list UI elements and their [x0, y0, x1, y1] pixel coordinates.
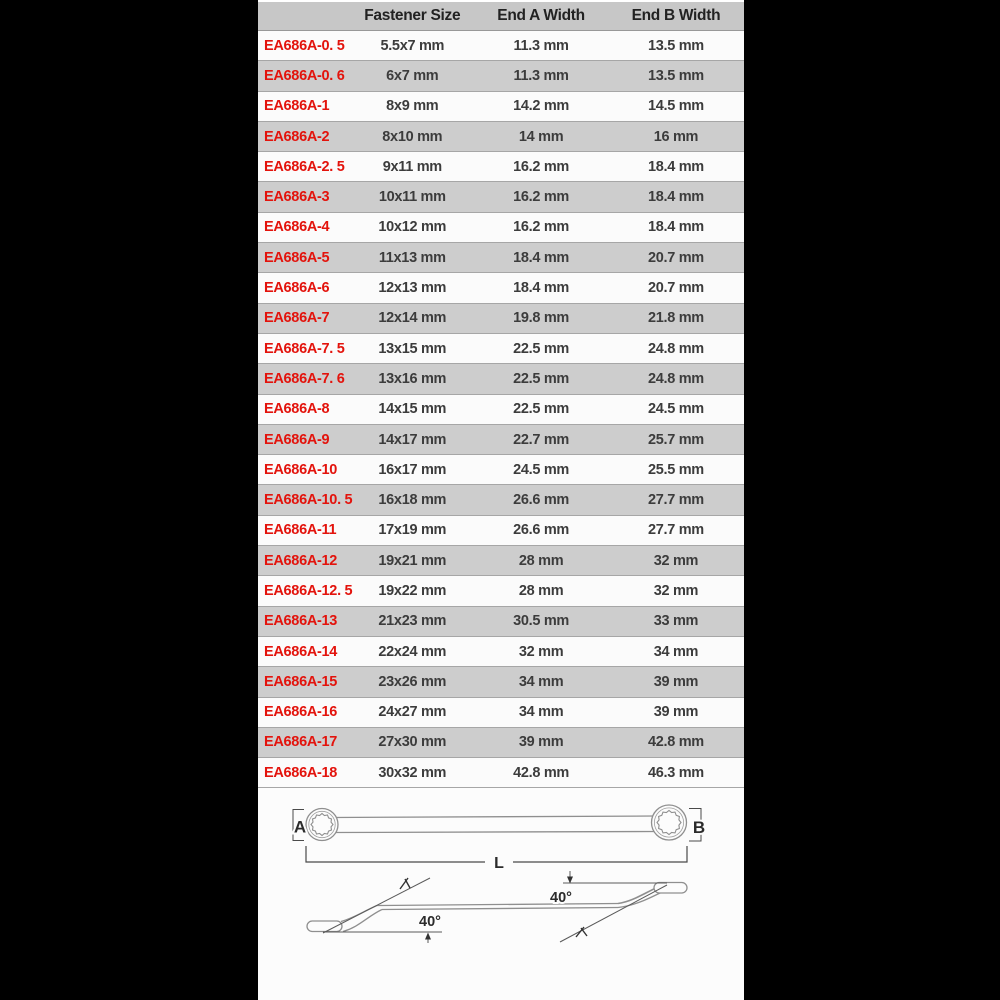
fastener-size-value: 27x30 mm [378, 734, 447, 751]
end-a-width-value: 28 mm [518, 552, 564, 569]
fastener-size-value: 13x15 mm [378, 340, 447, 357]
fastener-size-value: 14x17 mm [378, 431, 447, 448]
product-code: EA686A-12. 5 [264, 582, 353, 599]
end-b-width-value: 18.4 mm [647, 219, 704, 236]
end-a-label: A [293, 817, 307, 837]
fastener-size-value: 19x22 mm [378, 582, 447, 599]
wrench-top-view [306, 805, 687, 841]
fastener-size-value: 11x13 mm [378, 249, 446, 266]
product-code: EA686A-12 [264, 552, 338, 569]
end-b-width-value: 33 mm [653, 613, 699, 630]
product-code: EA686A-17 [264, 734, 338, 751]
end-a-width-value: 22.5 mm [513, 340, 570, 357]
fastener-size-value: 23x26 mm [378, 673, 447, 690]
end-b-width-value: 13.5 mm [647, 37, 704, 54]
end-b-width-value: 20.7 mm [647, 249, 704, 266]
table-row [258, 728, 744, 758]
end-b-width-value: 13.5 mm [647, 67, 704, 84]
table-row [258, 546, 744, 576]
end-b-width-value: 14.5 mm [647, 98, 704, 115]
product-code: EA686A-9 [264, 431, 330, 448]
column-header-fastener-size: Fastener Size [364, 7, 461, 24]
product-code: EA686A-11 [264, 522, 337, 539]
table-row [258, 304, 744, 334]
fastener-size-value: 16x18 mm [378, 492, 447, 509]
wrench-diagram [258, 788, 744, 999]
product-code: EA686A-7. 5 [264, 340, 345, 357]
fastener-size-value: 21x23 mm [378, 613, 447, 630]
fastener-size-value: 13x16 mm [378, 370, 447, 387]
end-b-width-value: 32 mm [653, 552, 699, 569]
table-row [258, 637, 744, 667]
product-code: EA686A-6 [264, 280, 330, 297]
product-code: EA686A-7. 6 [264, 370, 345, 387]
end-a-width-value: 34 mm [518, 673, 564, 690]
end-b-width-value: 21.8 mm [647, 310, 704, 327]
product-code: EA686A-8 [264, 401, 330, 418]
table-row [258, 516, 744, 546]
end-b-width-value: 20.7 mm [647, 280, 704, 297]
end-a-width-value: 16.2 mm [513, 158, 570, 175]
product-code: EA686A-10 [264, 461, 338, 478]
end-b-width-value: 25.5 mm [647, 461, 704, 478]
table-row [258, 758, 744, 788]
table-row [258, 152, 744, 182]
end-a-width-value: 16.2 mm [513, 219, 570, 236]
fastener-size-value: 10x12 mm [378, 219, 447, 236]
end-b-width-value: 46.3 mm [647, 764, 704, 781]
end-b-width-value: 32 mm [653, 582, 699, 599]
product-code: EA686A-15 [264, 673, 338, 690]
spec-table [258, 0, 744, 788]
fastener-size-value: 24x27 mm [378, 704, 447, 721]
table-row [258, 455, 744, 485]
end-a-width-value: 26.6 mm [513, 522, 570, 539]
table-row [258, 182, 744, 212]
end-b-width-value: 18.4 mm [647, 158, 704, 175]
product-code: EA686A-2 [264, 128, 330, 145]
table-row [258, 92, 744, 122]
end-a-width-value: 22.7 mm [513, 431, 570, 448]
table-row [258, 395, 744, 425]
fastener-size-value: 12x14 mm [378, 310, 447, 327]
end-a-width-value: 19.8 mm [513, 310, 570, 327]
end-a-width-value: 39 mm [518, 734, 564, 751]
end-b-width-value: 39 mm [653, 673, 699, 690]
content-panel [258, 0, 744, 1000]
product-code: EA686A-10. 5 [264, 492, 353, 509]
end-b-width-value: 39 mm [653, 704, 699, 721]
fastener-size-value: 5.5x7 mm [380, 37, 445, 54]
fastener-size-value: 6x7 mm [386, 67, 439, 84]
product-code: EA686A-3 [264, 189, 330, 206]
product-code: EA686A-5 [264, 249, 330, 266]
fastener-size-value: 16x17 mm [378, 461, 447, 478]
table-row [258, 485, 744, 515]
product-code: EA686A-4 [264, 219, 330, 236]
fastener-size-value: 22x24 mm [378, 643, 447, 660]
product-code: EA686A-16 [264, 704, 338, 721]
end-b-width-value: 16 mm [653, 128, 699, 145]
ring-end-b [652, 805, 687, 840]
end-a-width-value: 22.5 mm [513, 370, 570, 387]
end-b-width-value: 27.7 mm [647, 492, 704, 509]
end-a-width-value: 16.2 mm [513, 189, 570, 206]
fastener-size-value: 30x32 mm [378, 764, 447, 781]
end-b-width-value: 24.8 mm [647, 370, 704, 387]
end-b-label: B [692, 818, 706, 838]
end-a-width-value: 30.5 mm [513, 613, 570, 630]
end-b-width-value: 34 mm [653, 643, 699, 660]
end-a-width-value: 11.3 mm [513, 67, 569, 84]
table-row [258, 243, 744, 273]
end-b-width-value: 24.5 mm [647, 401, 704, 418]
fastener-size-value: 9x11 mm [382, 158, 442, 175]
table-row [258, 31, 744, 61]
fastener-size-value: 14x15 mm [378, 401, 447, 418]
table-body [258, 31, 744, 788]
product-code: EA686A-0. 5 [264, 37, 345, 54]
table-row [258, 364, 744, 394]
end-a-width-value: 14 mm [518, 128, 564, 145]
length-label: L [494, 855, 504, 873]
column-header-end-b-width: End B Width [631, 7, 721, 24]
end-a-width-value: 18.4 mm [513, 280, 570, 297]
angle-right-label: 40° [550, 890, 572, 907]
product-code: EA686A-14 [264, 643, 338, 660]
fastener-size-value: 10x11 mm [378, 189, 446, 206]
side-tip-right [654, 883, 687, 894]
end-a-width-value: 14.2 mm [513, 98, 570, 115]
end-a-width-value: 24.5 mm [513, 461, 570, 478]
angle-dimension-right [560, 871, 667, 942]
product-code: EA686A-0. 6 [264, 67, 345, 84]
fastener-size-value: 17x19 mm [378, 522, 447, 539]
end-b-width-value: 27.7 mm [647, 522, 704, 539]
table-row [258, 273, 744, 303]
column-header-end-a-width: End A Width [497, 7, 585, 24]
table-row [258, 425, 744, 455]
end-a-width-value: 28 mm [518, 582, 564, 599]
product-code: EA686A-2. 5 [264, 158, 345, 175]
end-a-width-value: 22.5 mm [513, 401, 570, 418]
table-row [258, 667, 744, 697]
angle-left-label: 40° [419, 914, 441, 931]
end-a-width-value: 32 mm [518, 643, 564, 660]
end-b-width-value: 25.7 mm [647, 431, 704, 448]
end-b-width-value: 42.8 mm [647, 734, 704, 751]
fastener-size-value: 8x10 mm [382, 128, 443, 145]
end-b-width-value: 24.8 mm [647, 340, 704, 357]
table-row [258, 122, 744, 152]
end-a-width-value: 26.6 mm [513, 492, 570, 509]
fastener-size-value: 12x13 mm [378, 280, 447, 297]
product-code: EA686A-13 [264, 613, 338, 630]
table-row [258, 61, 744, 91]
table-header-row [258, 2, 744, 31]
table-row [258, 334, 744, 364]
product-code: EA686A-7 [264, 310, 330, 327]
end-b-width-value: 18.4 mm [647, 189, 704, 206]
end-a-width-value: 18.4 mm [513, 249, 570, 266]
end-a-width-value: 34 mm [518, 704, 564, 721]
wrench-beam [332, 816, 656, 818]
product-code: EA686A-1 [264, 98, 330, 115]
ring-end-a [306, 809, 338, 841]
end-a-width-value: 11.3 mm [513, 37, 569, 54]
wrench-side-view [307, 883, 687, 932]
fastener-size-value: 8x9 mm [386, 98, 439, 115]
angle-dimension-left [323, 878, 442, 943]
end-a-width-value: 42.8 mm [513, 764, 570, 781]
table-row [258, 576, 744, 606]
table-row [258, 213, 744, 243]
product-code: EA686A-18 [264, 764, 338, 781]
table-row [258, 698, 744, 728]
fastener-size-value: 19x21 mm [378, 552, 447, 569]
table-row [258, 607, 744, 637]
